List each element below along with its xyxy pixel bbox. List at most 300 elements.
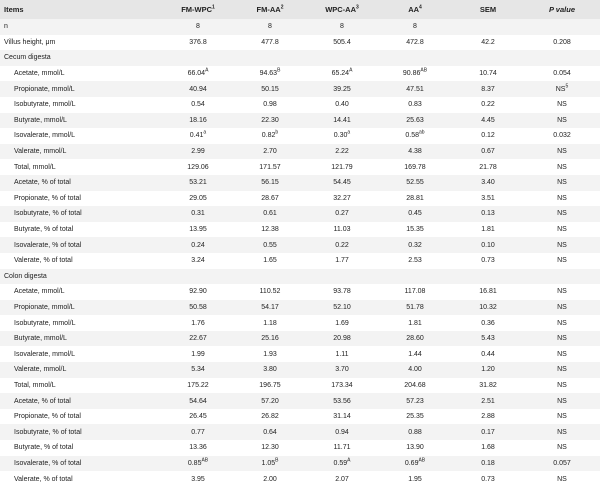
cell-fm-aa	[234, 128, 306, 144]
row-label: Isovalerate, % of total	[14, 241, 82, 249]
cell-fm-wpc	[162, 159, 234, 175]
cell-aa	[378, 440, 452, 456]
header-wpc-aa	[306, 0, 378, 19]
cell-value: 1.69	[335, 319, 349, 327]
cell-wpc-aa	[306, 409, 378, 425]
table-row	[0, 300, 600, 316]
cell-pvalue	[524, 159, 600, 175]
cell-pvalue-text: NS	[557, 397, 567, 405]
cell-pvalue-text: NS	[557, 350, 567, 358]
row-label: Butyrate, mmol/L	[14, 116, 67, 124]
cell-wpc-aa	[306, 362, 378, 378]
cell-pvalue-text: NS	[557, 381, 567, 389]
cell-sem: 10.32	[479, 303, 497, 311]
header-sem-label: SEM	[479, 5, 497, 14]
cell-superscript: a	[203, 130, 207, 137]
cell-wpc-aa	[306, 378, 378, 394]
cell-value: 3.80	[263, 366, 277, 374]
cell-value: 25.35	[406, 413, 424, 421]
cell-fm-aa	[234, 50, 306, 66]
table-row	[0, 284, 600, 300]
cell-pvalue-text: NS	[557, 241, 567, 249]
table-row	[0, 253, 600, 269]
cell-fm-wpc	[162, 19, 234, 35]
row-label: n	[4, 23, 8, 31]
cell-fm-aa	[234, 456, 306, 472]
cell-wpc-aa	[306, 191, 378, 207]
cell-value: 1.65	[263, 257, 277, 265]
cell-value: 1.11	[335, 350, 349, 358]
cell-superscript: A	[347, 457, 351, 464]
cell-value: 1.93	[263, 350, 277, 358]
cell-aa	[378, 19, 452, 35]
cell-pvalue	[524, 19, 600, 35]
cell-fm-aa	[234, 409, 306, 425]
cell-fm-wpc	[162, 284, 234, 300]
header-sem	[452, 0, 524, 19]
cell-fm-aa	[234, 19, 306, 35]
cell-wpc-aa	[306, 471, 378, 487]
cell-fm-wpc	[162, 50, 234, 66]
row-label: Butyrate, % of total	[14, 226, 74, 234]
cell-value: 2.22	[335, 148, 349, 156]
cell-sem: 42.2	[481, 38, 495, 46]
cell-aa	[378, 331, 452, 347]
cell-value: 29.05	[189, 194, 207, 202]
cell-value: 13.90	[406, 444, 424, 452]
cell-value: 3.24	[191, 257, 205, 265]
cell-pvalue	[524, 50, 600, 66]
cell-pvalue-text: NS	[557, 101, 567, 109]
cell-aa	[378, 456, 452, 472]
cell-fm-wpc	[162, 409, 234, 425]
cell-pvalue	[524, 456, 600, 472]
cell-fm-wpc	[162, 253, 234, 269]
cell-value: 0.59	[333, 459, 348, 467]
cell-fm-wpc	[162, 237, 234, 253]
cell-pvalue-text: NS	[557, 319, 567, 327]
cell-sem: 21.78	[479, 163, 497, 171]
table-row	[0, 97, 600, 113]
cell-pvalue-text: NS	[557, 179, 567, 187]
cell-wpc-aa	[306, 393, 378, 409]
cell-fm-wpc	[162, 440, 234, 456]
cell-value: 0.55	[263, 241, 277, 249]
cell-wpc-aa	[306, 424, 378, 440]
cell-value: 39.25	[333, 85, 351, 93]
table-row	[0, 66, 600, 82]
cell-pvalue-text: NS	[557, 257, 567, 265]
cell-value: 1.76	[191, 319, 205, 327]
cell-aa	[378, 81, 452, 97]
cell-wpc-aa	[306, 128, 378, 144]
cell-pvalue	[524, 144, 600, 160]
cell-aa	[378, 300, 452, 316]
cell-pvalue-text: NS	[555, 85, 566, 93]
cell-value: 28.67	[261, 194, 279, 202]
cell-pvalue-text: NS	[557, 366, 567, 374]
cell-aa	[378, 113, 452, 129]
cell-value: 0.54	[191, 101, 205, 109]
cell-value: 92.90	[189, 288, 207, 296]
cell-fm-wpc	[162, 144, 234, 160]
table-row	[0, 237, 600, 253]
header-row	[0, 0, 600, 19]
cell-value: 90.86	[402, 70, 421, 78]
cell-value: 26.82	[261, 413, 279, 421]
cell-pvalue	[524, 191, 600, 207]
table-row	[0, 113, 600, 129]
cell-fm-wpc	[162, 128, 234, 144]
cell-sem: 0.22	[481, 101, 495, 109]
cell-value: 477.8	[261, 38, 279, 46]
cell-pvalue	[524, 409, 600, 425]
cell-fm-wpc	[162, 424, 234, 440]
row-label: Isobutyrate, % of total	[14, 210, 82, 218]
section-label: Cecum digesta	[4, 54, 51, 62]
header-fm-wpc-footnote: 1	[212, 4, 215, 11]
header-fm-wpc-label: FM-WPC	[181, 5, 213, 14]
cell-value: 57.20	[261, 397, 279, 405]
header-items-label: Items	[4, 5, 24, 14]
cell-wpc-aa	[306, 206, 378, 222]
cell-fm-wpc	[162, 35, 234, 51]
cell-pvalue	[524, 393, 600, 409]
cell-aa	[378, 97, 452, 113]
cell-value: 54.64	[189, 397, 207, 405]
row-label: Isobutyrate, mmol/L	[14, 101, 76, 109]
cell-pvalue-text: NS	[557, 288, 567, 296]
row-label: Total, mmol/L	[14, 163, 56, 171]
cell-value: 175.22	[187, 381, 209, 389]
header-items	[0, 0, 162, 19]
cell-aa	[378, 409, 452, 425]
cell-value: 0.41	[189, 132, 204, 140]
cell-fm-aa	[234, 222, 306, 238]
table-row	[0, 315, 600, 331]
cell-fm-aa	[234, 66, 306, 82]
cell-pvalue-text: NS	[557, 428, 567, 436]
cell-value: 32.27	[333, 194, 351, 202]
cell-fm-wpc	[162, 331, 234, 347]
cell-fm-wpc	[162, 346, 234, 362]
cell-superscript: B	[277, 67, 281, 74]
cell-fm-aa	[234, 35, 306, 51]
table-body	[0, 19, 600, 487]
cell-sem	[452, 269, 524, 285]
cell-pvalue	[524, 331, 600, 347]
cell-value: 50.58	[189, 303, 207, 311]
cell-fm-wpc	[162, 269, 234, 285]
cell-fm-aa	[234, 362, 306, 378]
header-fm-aa-footnote: 2	[280, 4, 284, 11]
cell-aa	[378, 393, 452, 409]
row-label: Butyrate, % of total	[14, 444, 74, 452]
cell-value: 52.10	[333, 303, 351, 311]
cell-value: 505.4	[333, 38, 351, 46]
cell-value: 0.88	[408, 428, 422, 436]
cell-pvalue	[524, 206, 600, 222]
cell-value: 25.63	[406, 116, 424, 124]
cell-fm-aa	[234, 331, 306, 347]
cell-fm-aa	[234, 300, 306, 316]
cell-sem: 2.51	[481, 397, 495, 405]
cell-aa	[378, 222, 452, 238]
cell-wpc-aa	[306, 269, 378, 285]
cell-value: 52.55	[406, 179, 424, 187]
table-row	[0, 159, 600, 175]
cell-fm-aa	[234, 440, 306, 456]
cell-wpc-aa	[306, 315, 378, 331]
table-row	[0, 440, 600, 456]
cell-pvalue-footnote: 5	[565, 83, 569, 90]
cell-value: 12.30	[261, 444, 279, 452]
cell-fm-aa	[234, 284, 306, 300]
table-row	[0, 409, 600, 425]
cell-value: 8	[268, 23, 272, 31]
cell-value: 65.24	[331, 70, 350, 78]
cell-value: 3.95	[191, 475, 205, 483]
cell-fm-aa	[234, 424, 306, 440]
table-row	[0, 471, 600, 487]
header-fm-aa	[234, 0, 306, 19]
cell-superscript: AB	[418, 457, 426, 464]
cell-wpc-aa	[306, 456, 378, 472]
cell-value: 0.83	[408, 101, 422, 109]
header-aa-footnote: 4	[419, 4, 422, 11]
cell-pvalue	[524, 440, 600, 456]
table-row	[0, 206, 600, 222]
cell-superscript: b	[275, 130, 279, 137]
cell-wpc-aa	[306, 144, 378, 160]
cell-pvalue-text: 0.208	[553, 38, 571, 46]
cell-fm-aa	[234, 81, 306, 97]
cell-value: 169.78	[404, 163, 426, 171]
cell-value: 171.57	[259, 163, 281, 171]
cell-value: 204.68	[404, 381, 426, 389]
cell-superscript: AB	[420, 67, 428, 74]
cell-sem: 0.44	[481, 350, 495, 358]
cell-fm-wpc	[162, 471, 234, 487]
cell-value: 22.67	[189, 335, 207, 343]
cell-wpc-aa	[306, 222, 378, 238]
row-label: Propionate, % of total	[14, 194, 81, 202]
cell-sem: 1.20	[481, 366, 495, 374]
cell-value: 2.00	[263, 475, 277, 483]
cell-value: 1.44	[408, 350, 422, 358]
cell-pvalue-text: NS	[557, 210, 567, 218]
cell-value: 26.45	[189, 413, 207, 421]
header-fm-aa-label: FM-AA	[256, 5, 281, 14]
cell-fm-aa	[234, 159, 306, 175]
cell-wpc-aa	[306, 19, 378, 35]
row-label: Isobutyrate, mmol/L	[14, 319, 76, 327]
cell-value: 47.51	[406, 85, 424, 93]
cell-sem: 3.51	[481, 194, 495, 202]
cell-sem: 0.36	[481, 319, 495, 327]
cell-aa	[378, 471, 452, 487]
cell-wpc-aa	[306, 284, 378, 300]
cell-fm-wpc	[162, 81, 234, 97]
cell-pvalue	[524, 346, 600, 362]
row-label: Total, mmol/L	[14, 381, 56, 389]
cell-aa	[378, 144, 452, 160]
cell-aa	[378, 206, 452, 222]
cell-value: 93.78	[333, 288, 351, 296]
section-label: Colon digesta	[4, 272, 47, 280]
cell-value: 2.53	[408, 257, 422, 265]
cell-pvalue-text: 0.057	[553, 459, 571, 467]
cell-value: 18.16	[189, 116, 207, 124]
cell-fm-aa	[234, 113, 306, 129]
cell-value: 1.18	[263, 319, 277, 327]
section-row	[0, 50, 600, 66]
cell-pvalue-text: NS	[557, 194, 567, 202]
row-label: Villus height, μm	[4, 38, 56, 46]
cell-value: 2.07	[335, 475, 349, 483]
cell-value: 0.40	[335, 101, 349, 109]
cell-aa	[378, 237, 452, 253]
row-label: Valerate, mmol/L	[14, 148, 67, 156]
cell-value: 13.95	[189, 226, 207, 234]
cell-pvalue	[524, 97, 600, 113]
cell-sem: 1.68	[481, 444, 495, 452]
table-row	[0, 81, 600, 97]
cell-value: 0.27	[335, 210, 349, 218]
cell-fm-wpc	[162, 97, 234, 113]
cell-value: 28.81	[406, 194, 424, 202]
cell-aa	[378, 362, 452, 378]
cell-value: 0.58	[405, 132, 420, 140]
cell-fm-aa	[234, 237, 306, 253]
cell-value: 0.64	[263, 428, 277, 436]
cell-pvalue-text: 0.032	[553, 132, 571, 140]
cell-aa	[378, 191, 452, 207]
table-row	[0, 393, 600, 409]
cell-value: 11.71	[333, 444, 351, 452]
cell-value: 53.56	[333, 397, 351, 405]
header-aa	[378, 0, 452, 19]
cell-wpc-aa	[306, 440, 378, 456]
cell-fm-wpc	[162, 378, 234, 394]
cell-value: 0.85	[187, 459, 202, 467]
cell-pvalue	[524, 300, 600, 316]
cell-pvalue-text: NS	[557, 226, 567, 234]
cell-fm-aa	[234, 393, 306, 409]
header-wpc-aa-label: WPC-AA	[325, 5, 357, 14]
cell-sem: 31.82	[479, 381, 497, 389]
cell-sem: 8.37	[481, 85, 495, 93]
section-row	[0, 269, 600, 285]
cell-pvalue	[524, 378, 600, 394]
row-label: Valerate, mmol/L	[14, 366, 67, 374]
cell-fm-wpc	[162, 66, 234, 82]
header-pvalue	[524, 0, 600, 19]
cell-pvalue-text: NS	[557, 163, 567, 171]
cell-value: 1.77	[335, 257, 349, 265]
cell-fm-aa	[234, 97, 306, 113]
row-label: Acetate, % of total	[14, 397, 71, 405]
cell-value: 121.79	[331, 163, 353, 171]
cell-value: 0.69	[404, 459, 419, 467]
cell-fm-aa	[234, 471, 306, 487]
table-row	[0, 222, 600, 238]
cell-sem: 0.67	[481, 148, 495, 156]
cell-value: 20.98	[333, 335, 351, 343]
header-pvalue-label: P value	[549, 5, 575, 14]
row-label: Isobutyrate, % of total	[14, 428, 82, 436]
cell-wpc-aa	[306, 35, 378, 51]
row-label: Acetate, mmol/L	[14, 70, 65, 78]
table-row	[0, 144, 600, 160]
cell-value: 0.77	[191, 428, 205, 436]
cell-value: 25.16	[261, 335, 279, 343]
cell-pvalue	[524, 113, 600, 129]
cell-pvalue	[524, 222, 600, 238]
cell-aa	[378, 269, 452, 285]
cell-fm-aa	[234, 253, 306, 269]
cell-wpc-aa	[306, 346, 378, 362]
table-row	[0, 346, 600, 362]
cell-wpc-aa	[306, 66, 378, 82]
table-row	[0, 362, 600, 378]
cell-pvalue	[524, 128, 600, 144]
cell-fm-aa	[234, 269, 306, 285]
row-label: Isovalerate, mmol/L	[14, 132, 76, 140]
row-label: Isovalerate, mmol/L	[14, 350, 76, 358]
cell-pvalue-text: NS	[557, 444, 567, 452]
cell-wpc-aa	[306, 175, 378, 191]
cell-fm-wpc	[162, 222, 234, 238]
cell-value: 12.38	[261, 226, 279, 234]
cell-value: 22.30	[261, 116, 279, 124]
cell-value: 0.82	[261, 132, 276, 140]
cell-wpc-aa	[306, 159, 378, 175]
cell-pvalue	[524, 424, 600, 440]
cell-sem: 3.40	[481, 179, 495, 187]
row-label: Propionate, % of total	[14, 413, 81, 421]
cell-sem: 0.17	[481, 428, 495, 436]
cell-fm-wpc	[162, 113, 234, 129]
cell-aa	[378, 159, 452, 175]
cell-value: 0.24	[191, 241, 205, 249]
cell-aa	[378, 424, 452, 440]
cell-value: 40.94	[189, 85, 207, 93]
header-wpc-aa-footnote: 3	[356, 4, 359, 11]
cell-fm-aa	[234, 378, 306, 394]
cell-value: 56.15	[261, 179, 279, 187]
cell-value: 110.52	[259, 288, 281, 296]
cell-value: 57.23	[406, 397, 424, 405]
cell-pvalue	[524, 269, 600, 285]
cell-value: 3.70	[335, 366, 349, 374]
cell-pvalue	[524, 81, 600, 97]
cell-value: 51.78	[406, 303, 424, 311]
cell-aa	[378, 315, 452, 331]
cell-aa	[378, 175, 452, 191]
cell-pvalue-text: NS	[557, 148, 567, 156]
cell-value: 376.8	[189, 38, 207, 46]
cell-wpc-aa	[306, 81, 378, 97]
cell-pvalue	[524, 284, 600, 300]
cell-aa	[378, 35, 452, 51]
cell-value: 129.06	[187, 163, 209, 171]
cell-value: 66.04	[187, 70, 206, 78]
cell-value: 0.94	[335, 428, 349, 436]
cell-value: 4.38	[408, 148, 422, 156]
cell-pvalue-text: NS	[557, 413, 567, 421]
cell-fm-aa	[234, 175, 306, 191]
